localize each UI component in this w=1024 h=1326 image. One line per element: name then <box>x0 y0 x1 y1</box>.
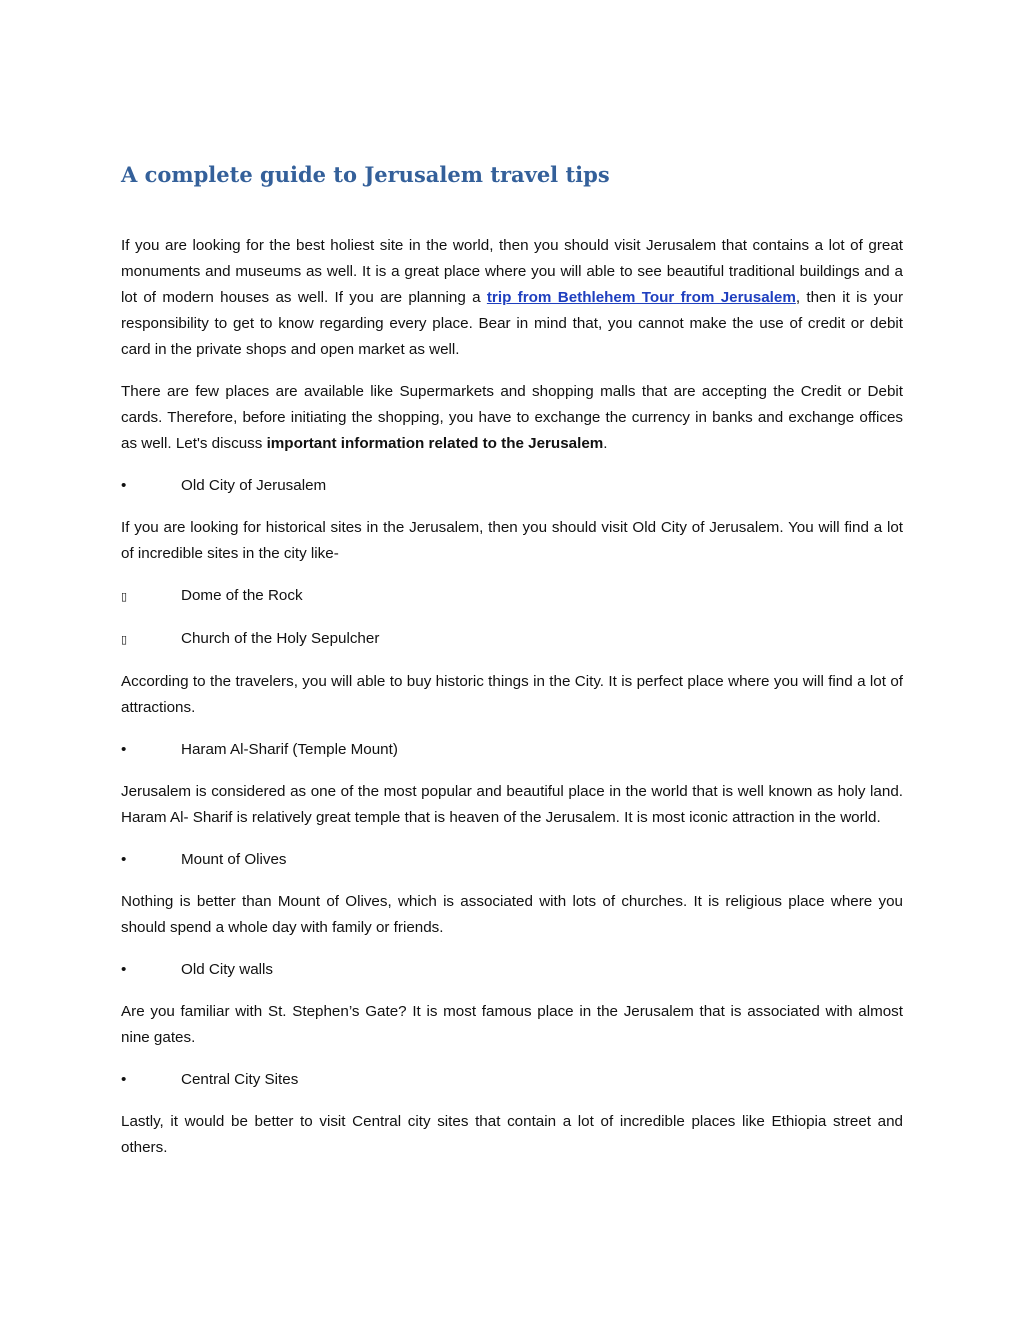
olives-paragraph: Nothing is better than Mount of Olives, which is associated with lots of churches. It is religious place where you should spend a whole day with family or friends. <box>121 893 903 936</box>
bullet-central <box>121 1067 903 1093</box>
travelers-paragraph: According to the travelers, you will able to buy historic things in the City. It is perfect place where you will find a lot of attractions. <box>121 673 903 716</box>
central-paragraph: Lastly, it would be better to visit Central city sites that contain a lot of incredible places like Ethiopia street and others. <box>121 1113 903 1156</box>
bullet-marker: • <box>121 741 127 758</box>
sub-item-label: Church of the Holy Sepulcher <box>181 630 380 647</box>
walls-paragraph: Are you familiar with St. Stephen’s Gate? It is most famous place in the Jerusalem that is associated with almost nine gates. <box>121 1003 903 1046</box>
bullet-label: Central City Sites <box>181 1071 299 1088</box>
sub-item-church <box>121 626 903 653</box>
important-info-bold: important information related to the Jerusalem <box>266 435 604 452</box>
intro-paragraph <box>121 233 903 363</box>
page-title: A complete guide to Jerusalem travel tips <box>121 162 610 187</box>
box-bullet-icon: ▯ <box>121 591 128 603</box>
bullet-marker: • <box>121 1071 127 1088</box>
cards-text-1: There are few places are available like Supermarkets and shopping malls that are accepting the Credit or Debit cards. Therefore, before initiating the shopping, you have to exchange the currency in banks and exchange offices as well. Let's discuss <box>121 383 903 452</box>
bullet-olives <box>121 847 903 873</box>
haram-paragraph: Jerusalem is considered as one of the most popular and beautiful place in the world that is well known as holy land. Haram Al- Sharif is relatively great temple that is heaven of the Jerusalem. It is most iconic attraction in the world. <box>121 783 903 826</box>
intro-text-1: If you are looking for the best holiest site in the world, then you should visit Jerusalem that contains a lot of great monuments and museums as well. It is a great place where you will able to see beautiful traditional buildings and a lot of modern houses as well. If you are planning a <box>121 237 903 306</box>
bullet-label: Old City of Jerusalem <box>181 477 327 494</box>
sub-item-dome <box>121 583 903 610</box>
bullet-walls <box>121 957 903 983</box>
bullet-marker: • <box>121 851 127 868</box>
bethlehem-tour-link[interactable]: trip from Bethlehem Tour from Jerusalem <box>486 289 796 306</box>
intro-text-2: , then it is your responsibility to get to know regarding every place. Bear in mind that, you cannot make the use of credit or debit card in the private shops and open market as well. <box>121 289 904 358</box>
cards-text-2: . <box>603 435 608 452</box>
bullet-label: Old City walls <box>181 961 273 978</box>
bullet-marker: • <box>121 477 127 494</box>
document-body <box>121 233 903 1177</box>
cards-paragraph <box>121 379 903 457</box>
bullet-marker: • <box>121 961 127 978</box>
bullet-label: Mount of Olives <box>181 851 287 868</box>
bullet-haram <box>121 737 903 763</box>
bullet-old-city <box>121 473 903 499</box>
old-city-paragraph: If you are looking for historical sites in the Jerusalem, then you should visit Old City of Jerusalem. You will find a lot of incredible sites in the city like- <box>121 519 903 562</box>
box-bullet-icon: ▯ <box>121 634 128 646</box>
bullet-label: Haram Al-Sharif (Temple Mount) <box>181 741 398 758</box>
sub-item-label: Dome of the Rock <box>181 587 303 604</box>
